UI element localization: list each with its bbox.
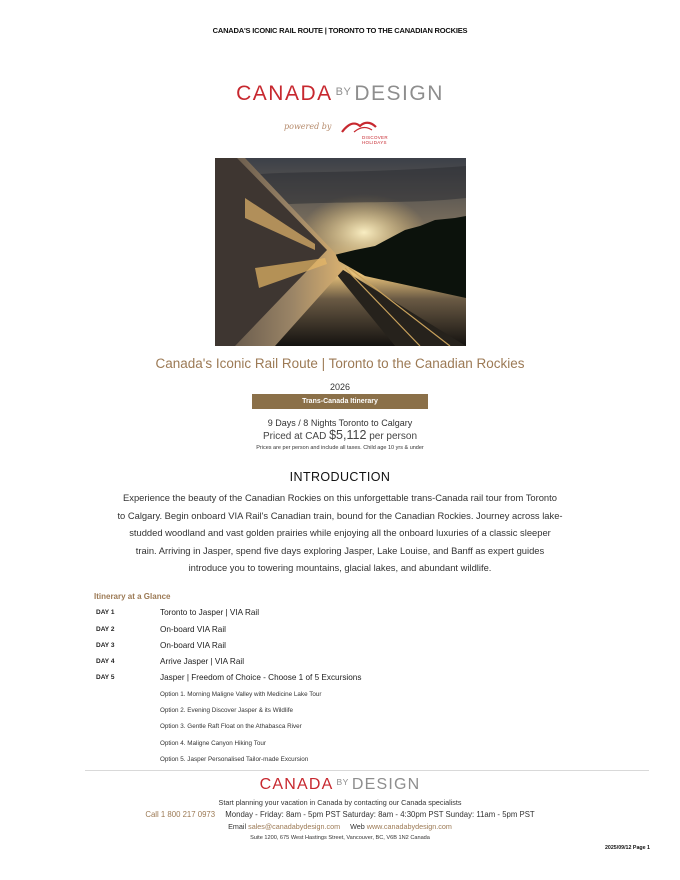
footer-hours: Monday - Friday: 8am - 5pm PST Saturday: 8am - 4:30pm PST Sunday: 11am - 5pm PST [225, 810, 535, 819]
powered-by-brand: DISCOVER HOLIDAYS [362, 135, 388, 145]
excursion-option: Option 5. Jasper Personalised Tailor-made Excursion [160, 756, 309, 763]
footer-email-link[interactable]: sales@canadabydesign.com [248, 822, 341, 831]
day-text: On-board VIA Rail [160, 625, 226, 634]
footer-divider [85, 770, 649, 771]
intro-line: train. Arriving in Jasper, spend five days exploring Jasper, Lake Louise, and Banff as expert guides [135, 544, 545, 556]
itinerary-heading: Itinerary at a Glance [94, 592, 171, 601]
hero-image [215, 158, 466, 346]
footer-brand-design: DESIGN [351, 776, 421, 793]
brand-design: DESIGN [354, 82, 444, 105]
price-prefix: Priced at CAD [262, 431, 327, 442]
introduction-body [92, 489, 588, 577]
introduction-heading: INTRODUCTION [289, 470, 391, 484]
price-amount: $5,112 [329, 428, 367, 442]
excursion-option: Option 4. Maligne Canyon Hiking Tour [160, 740, 266, 747]
powered-by-text: powered by [284, 122, 332, 131]
day-text: Jasper | Freedom of Choice - Choose 1 of 5 Excursions [160, 673, 362, 682]
trip-year: 2026 [329, 382, 351, 392]
intro-line: to Calgary. Begin onboard VIA Rail's Canadian train, bound for the Canadian Rockies. Journey across lake- [117, 509, 563, 521]
footer-web-label: Web [350, 822, 365, 831]
footer-address: Suite 1200, 675 West Hastings Street, Vancouver, BC, V6B 1N2 Canada [250, 835, 430, 841]
price-note: Prices are per person and include all taxes. Child age 10 yrs & under [256, 445, 424, 451]
excursion-option: Option 2. Evening Discover Jasper & its Wildlife [160, 707, 293, 714]
footer-phone-link[interactable]: Call 1 800 217 0973 [145, 810, 216, 819]
day-label: DAY 1 [96, 609, 115, 616]
day-text: Toronto to Jasper | VIA Rail [160, 608, 260, 617]
footer-brand-canada: CANADA [259, 776, 334, 793]
footer-web-link[interactable]: www.canadabydesign.com [366, 822, 452, 831]
footer-email-web [0, 822, 680, 831]
itinerary-label-bar: Trans-Canada Itinerary [252, 394, 428, 409]
brand-logo [0, 82, 680, 106]
trip-price [0, 428, 680, 442]
footer-brand-logo [0, 776, 680, 794]
intro-line: studded woodland and vast golden prairies while enjoying all the onboard luxuries of a classic sleeper [129, 527, 551, 539]
day-text: Arrive Jasper | VIA Rail [160, 657, 245, 666]
day-label: DAY 2 [96, 626, 115, 633]
excursion-option: Option 3. Gentle Raft Float on the Athabasca River [160, 723, 302, 730]
document-header: CANADA'S ICONIC RAIL ROUTE | TORONTO TO THE CANADIAN ROCKIES [212, 26, 468, 35]
footer-email-label: Email [228, 822, 247, 831]
discover-holidays-mark-icon [336, 118, 396, 136]
train-at-sunset-photo [215, 158, 466, 346]
price-suffix: per person [369, 431, 418, 442]
powered-by-logo [280, 118, 410, 148]
trip-duration: 9 Days / 8 Nights Toronto to Calgary [267, 418, 413, 428]
footer-contact-hours [0, 810, 680, 819]
day-label: DAY 4 [96, 658, 115, 665]
day-text: On-board VIA Rail [160, 641, 226, 650]
footer-plan-text: Start planning your vacation in Canada by contacting our Canada specialists [218, 798, 462, 807]
day-label: DAY 3 [96, 642, 115, 649]
page-number: 2025/09/12 Page 1 [604, 845, 650, 851]
footer-brand-by: BY [336, 777, 349, 787]
day-label: DAY 5 [96, 674, 115, 681]
brand-canada: CANADA [236, 82, 333, 105]
intro-line: Experience the beauty of the Canadian Rockies on this unforgettable trans-Canada rail tour from Toronto [123, 492, 557, 503]
intro-line: introduce you to towering mountains, glacial lakes, and abundant wildlife. [188, 562, 492, 574]
excursion-option: Option 1. Morning Maligne Valley with Medicine Lake Tour [160, 691, 322, 698]
brand-by: BY [335, 86, 352, 98]
trip-title: Canada's Iconic Rail Route | Toronto to the Canadian Rockies [155, 356, 525, 371]
